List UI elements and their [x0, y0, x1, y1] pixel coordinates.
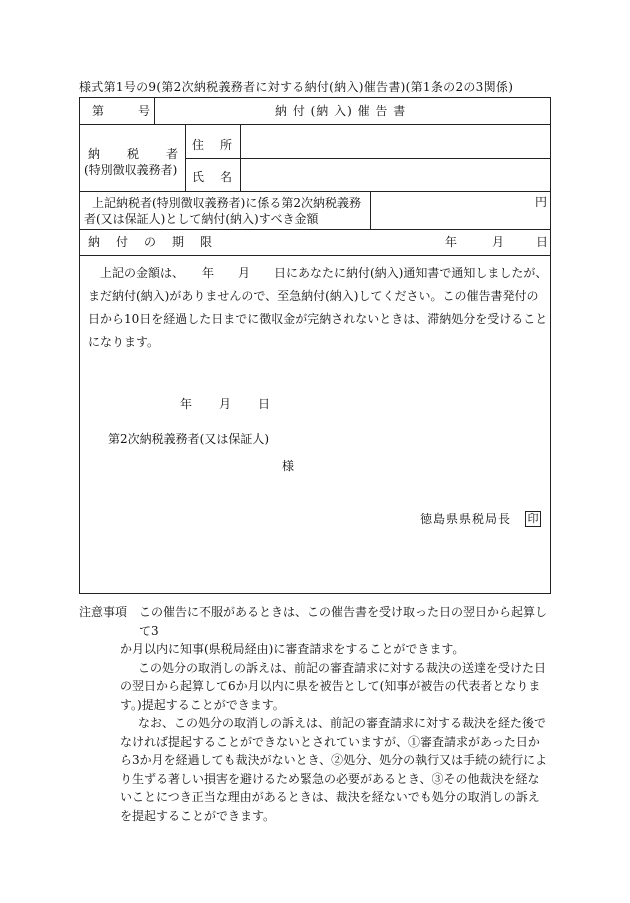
yen-unit: 円	[535, 195, 548, 209]
deadline-month: 月	[492, 235, 505, 249]
notes-label: 注意事項	[79, 605, 128, 619]
issue-date: 年 月 日	[180, 397, 272, 411]
form-header: 様式第1号の9(第2次納税義務者に対する納付(納入)催告書)(第1条の2の3関係)	[79, 80, 514, 94]
notes-para1-first: この催告に不服があるときは、この催告書を受け取った日の翌日から起算して3	[139, 605, 548, 638]
form-title: 納 付 (納 入) 催 告 書	[275, 104, 407, 118]
amount-label-line2: 者(又は保証人)として納付(納入)すべき金額	[84, 212, 319, 226]
notes-para1-rest: か月以内に知事(県税局経由)に審査請求をすることができます。	[120, 642, 465, 656]
notice-body-text: 上記の金額は、 年 月 日にあなたに納付(納入)通知書で通知しましたが、まだ納付(納入)がありませんので、至急納付(納入)してください。この催告書発付の日から10日を経過した日までに徴収金が完納されないときは、滞納処分を受けることになります。	[88, 266, 548, 349]
seal-mark: 印	[525, 511, 541, 527]
amount-label-line1: 上記納税者(特別徴収義務者)に係る第2次納税義務	[92, 196, 361, 210]
address-label: 住 所	[192, 138, 235, 152]
deadline-year: 年	[445, 235, 458, 249]
demand-notice-form	[79, 97, 551, 594]
name-label: 氏 名	[192, 170, 235, 184]
issuer-name: 徳島県県税局長	[420, 512, 512, 526]
notes-section	[79, 603, 551, 825]
number-prefix: 第	[92, 104, 105, 118]
notes-para3: なお、この処分の取消しの訴えは、前記の審査請求に対する裁決を経た後でなければ提起することができないとされていますが、①審査請求があった日から3か月を経過しても裁決がないとき、②処分、処分の執行又は手続の続行により生ずる著しい損害を避けるため緊急の必要があるとき、③その他裁決を経ないことにつき正当な理由があるときは、裁決を経ないでも処分の取消しの訴えを提起することができます。	[120, 716, 548, 823]
notes-para2: この処分の取消しの訴えは、前記の審査請求に対する裁決の送達を受けた日の翌日から起算して6か月以内に県を被告として(知事が被告の代表者となります。)提起することができます。	[120, 660, 547, 712]
number-suffix: 号	[138, 104, 151, 118]
taxpayer-sublabel: (特別徴収義務者)	[84, 163, 178, 177]
notice-body	[88, 262, 548, 354]
taxpayer-label: 納 税 者	[88, 147, 180, 161]
recipient-label: 第2次納税義務者(又は保証人)	[108, 432, 269, 446]
deadline-label: 納 付 の 期 限	[88, 235, 215, 249]
deadline-day: 日	[536, 235, 549, 249]
honorific: 様	[282, 459, 295, 473]
